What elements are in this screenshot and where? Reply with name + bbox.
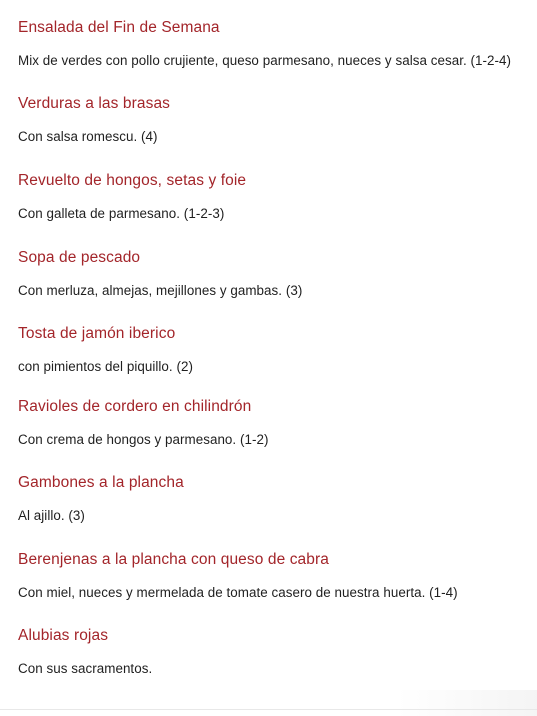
bottom-shadow bbox=[397, 690, 537, 716]
dish-description: con pimientos del piquillo. (2) bbox=[18, 359, 193, 374]
dish-description: Mix de verdes con pollo crujiente, queso parmesano, nueces y salsa cesar. (1-2-4) bbox=[18, 53, 512, 68]
dish-name: Verduras a las brasas bbox=[18, 95, 171, 112]
dish-description: Con merluza, almejas, mejillones y gambas. (3) bbox=[18, 283, 303, 298]
dish-description: Con crema de hongos y parmesano. (1-2) bbox=[18, 432, 269, 447]
bottom-divider bbox=[0, 709, 537, 710]
dish-description: Con miel, nueces y mermelada de tomate casero de nuestra huerta. (1-4) bbox=[18, 585, 458, 600]
dish-description: Con galleta de parmesano. (1-2-3) bbox=[18, 206, 225, 221]
dish-name: Revuelto de hongos, setas y foie bbox=[18, 172, 247, 189]
dish-description: Con sus sacramentos. bbox=[18, 661, 153, 676]
dish-name: Sopa de pescado bbox=[18, 249, 141, 266]
dish-name: Gambones a la plancha bbox=[18, 474, 184, 491]
dish-name: Ensalada del Fin de Semana bbox=[18, 19, 220, 36]
dish-name: Tosta de jamón iberico bbox=[18, 325, 176, 342]
dish-description: Con salsa romescu. (4) bbox=[18, 129, 158, 144]
dish-name: Ravioles de cordero en chilindrón bbox=[18, 398, 252, 415]
dish-description: Al ajillo. (3) bbox=[18, 508, 85, 523]
dish-name: Alubias rojas bbox=[18, 627, 109, 644]
dish-name: Berenjenas a la plancha con queso de cabra bbox=[18, 551, 329, 568]
